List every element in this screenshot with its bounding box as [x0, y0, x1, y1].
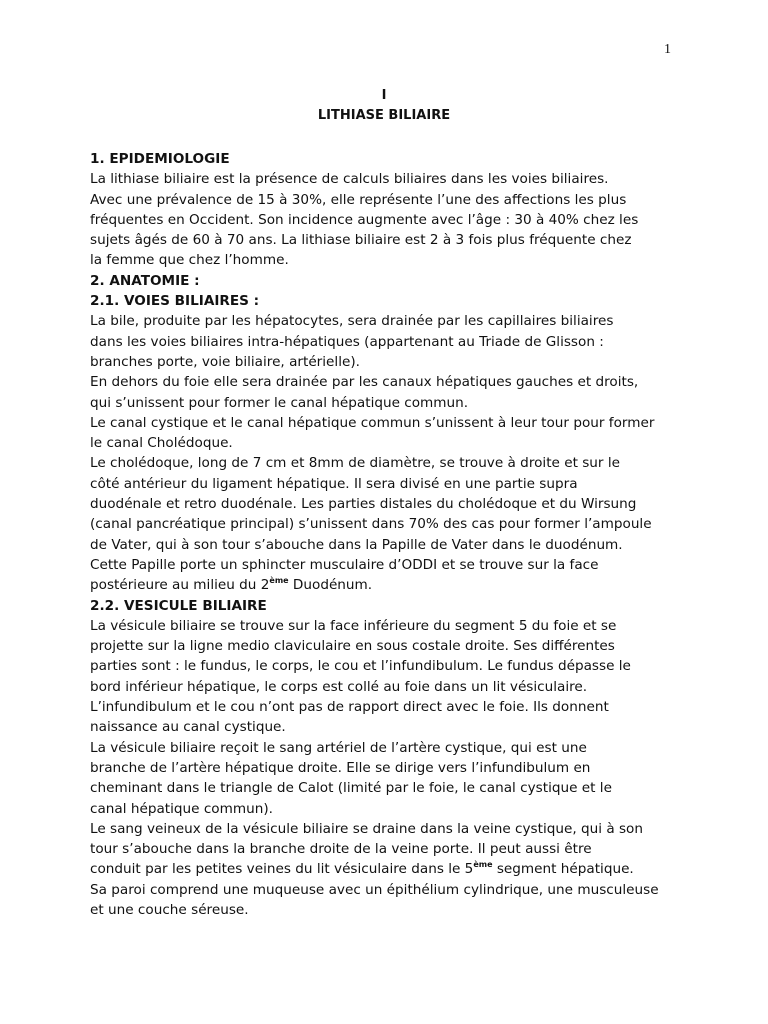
chapter-title: LITHIASE BILIAIRE	[317, 108, 451, 123]
paragraph-line: cheminant dans le triangle de Calot (limité par le foie, le canal cystique et le	[90, 780, 612, 797]
document-body	[90, 149, 680, 920]
paragraph-line: fréquentes en Occident. Son incidence augmente avec l’âge : 30 à 40% chez les	[90, 211, 639, 228]
paragraph-line: Le canal cystique et le canal hépatique commun s’unissent à leur tour pour former	[90, 414, 655, 431]
paragraph-line	[90, 575, 680, 595]
chapter-number: I	[381, 88, 387, 103]
paragraph-line: branches porte, voie biliaire, artérielle).	[90, 353, 360, 370]
section-heading-epidemiologie: 1. EPIDEMIOLOGIE	[90, 151, 230, 167]
paragraph-line: dans les voies biliaires intra-hépatiques (appartenant au Triade de Glisson :	[90, 333, 604, 350]
paragraph-line: projette sur la ligne medio claviculaire en sous costale droite. Ses différentes	[90, 638, 615, 655]
paragraph-line: canal hépatique commun).	[90, 800, 273, 817]
page-number: 1	[664, 42, 671, 57]
text-fragment: Duodénum.	[288, 577, 373, 594]
paragraph-line: naissance au canal cystique.	[90, 719, 286, 736]
paragraph-line: En dehors du foie elle sera drainée par les canaux hépatiques gauches et droits,	[90, 374, 639, 391]
paragraph-line: Avec une prévalence de 15 à 30%, elle représente l’une des affections les plus	[90, 191, 627, 208]
paragraph-line: Cette Papille porte un sphincter musculaire d’ODDI et se trouve sur la face	[90, 556, 599, 573]
paragraph-line: tour s’abouche dans la branche droite de la veine porte. Il peut aussi être	[90, 841, 592, 858]
paragraph-line: L’infundibulum et le cou n’ont pas de rapport direct avec le foie. Ils donnent	[90, 699, 609, 716]
section-heading-voies-biliaires: 2.1. VOIES BILIAIRES :	[90, 293, 260, 310]
paragraph-line: La bile, produite par les hépatocytes, sera drainée par les capillaires biliaires	[90, 313, 614, 330]
paragraph-line: la femme que chez l’homme.	[90, 252, 289, 269]
section-heading-vesicule-biliaire: 2.2. VESICULE BILIAIRE	[90, 597, 267, 614]
paragraph-line: Le sang veineux de la vésicule biliaire se draine dans la veine cystique, qui à son	[90, 820, 643, 837]
section-heading-anatomie: 2. ANATOMIE :	[90, 272, 200, 289]
paragraph-line: de Vater, qui à son tour s’abouche dans la Papille de Vater dans le duodénum.	[90, 536, 623, 553]
paragraph-line	[90, 859, 680, 879]
paragraph-line: La vésicule biliaire se trouve sur la face inférieure du segment 5 du foie et se	[90, 617, 617, 634]
superscript: ème	[269, 576, 289, 586]
paragraph-line: La lithiase biliaire est la présence de calculs biliaires dans les voies biliaires.	[90, 171, 609, 188]
paragraph-line: côté antérieur du ligament hépatique. Il sera divisé en une partie supra	[90, 475, 578, 492]
paragraph-line: bord inférieur hépatique, le corps est collé au foie dans un lit vésiculaire.	[90, 678, 588, 695]
paragraph-line: Le cholédoque, long de 7 cm et 8mm de diamètre, se trouve à droite et sur le	[90, 455, 620, 472]
paragraph-line: sujets âgés de 60 à 70 ans. La lithiase biliaire est 2 à 3 fois plus fréquente chez	[90, 232, 632, 249]
paragraph-line: Sa paroi comprend une muqueuse avec un épithélium cylindrique, une musculeuse	[90, 881, 659, 898]
paragraph-line: branche de l’artère hépatique droite. Elle se dirige vers l’infundibulum en	[90, 759, 591, 776]
superscript: ème	[473, 860, 493, 870]
paragraph-line: qui s’unissent pour former le canal hépatique commun.	[90, 394, 469, 411]
paragraph-line: (canal pancréatique principal) s’unissent dans 70% des cas pour former l’ampoule	[90, 516, 652, 533]
text-fragment: postérieure au milieu du 2	[90, 577, 270, 594]
text-fragment: segment hépatique.	[492, 861, 634, 878]
paragraph-line: duodénale et retro duodénale. Les parties distales du cholédoque et du Wirsung	[90, 496, 637, 513]
text-fragment: conduit par les petites veines du lit vésiculaire dans le 5	[90, 861, 474, 878]
paragraph-line: parties sont : le fundus, le corps, le cou et l’infundibulum. Le fundus dépasse le	[90, 658, 631, 675]
paragraph-line: La vésicule biliaire reçoit le sang artériel de l’artère cystique, qui est une	[90, 739, 587, 756]
paragraph-line: le canal Cholédoque.	[90, 435, 233, 452]
paragraph-line: et une couche séreuse.	[90, 901, 249, 918]
